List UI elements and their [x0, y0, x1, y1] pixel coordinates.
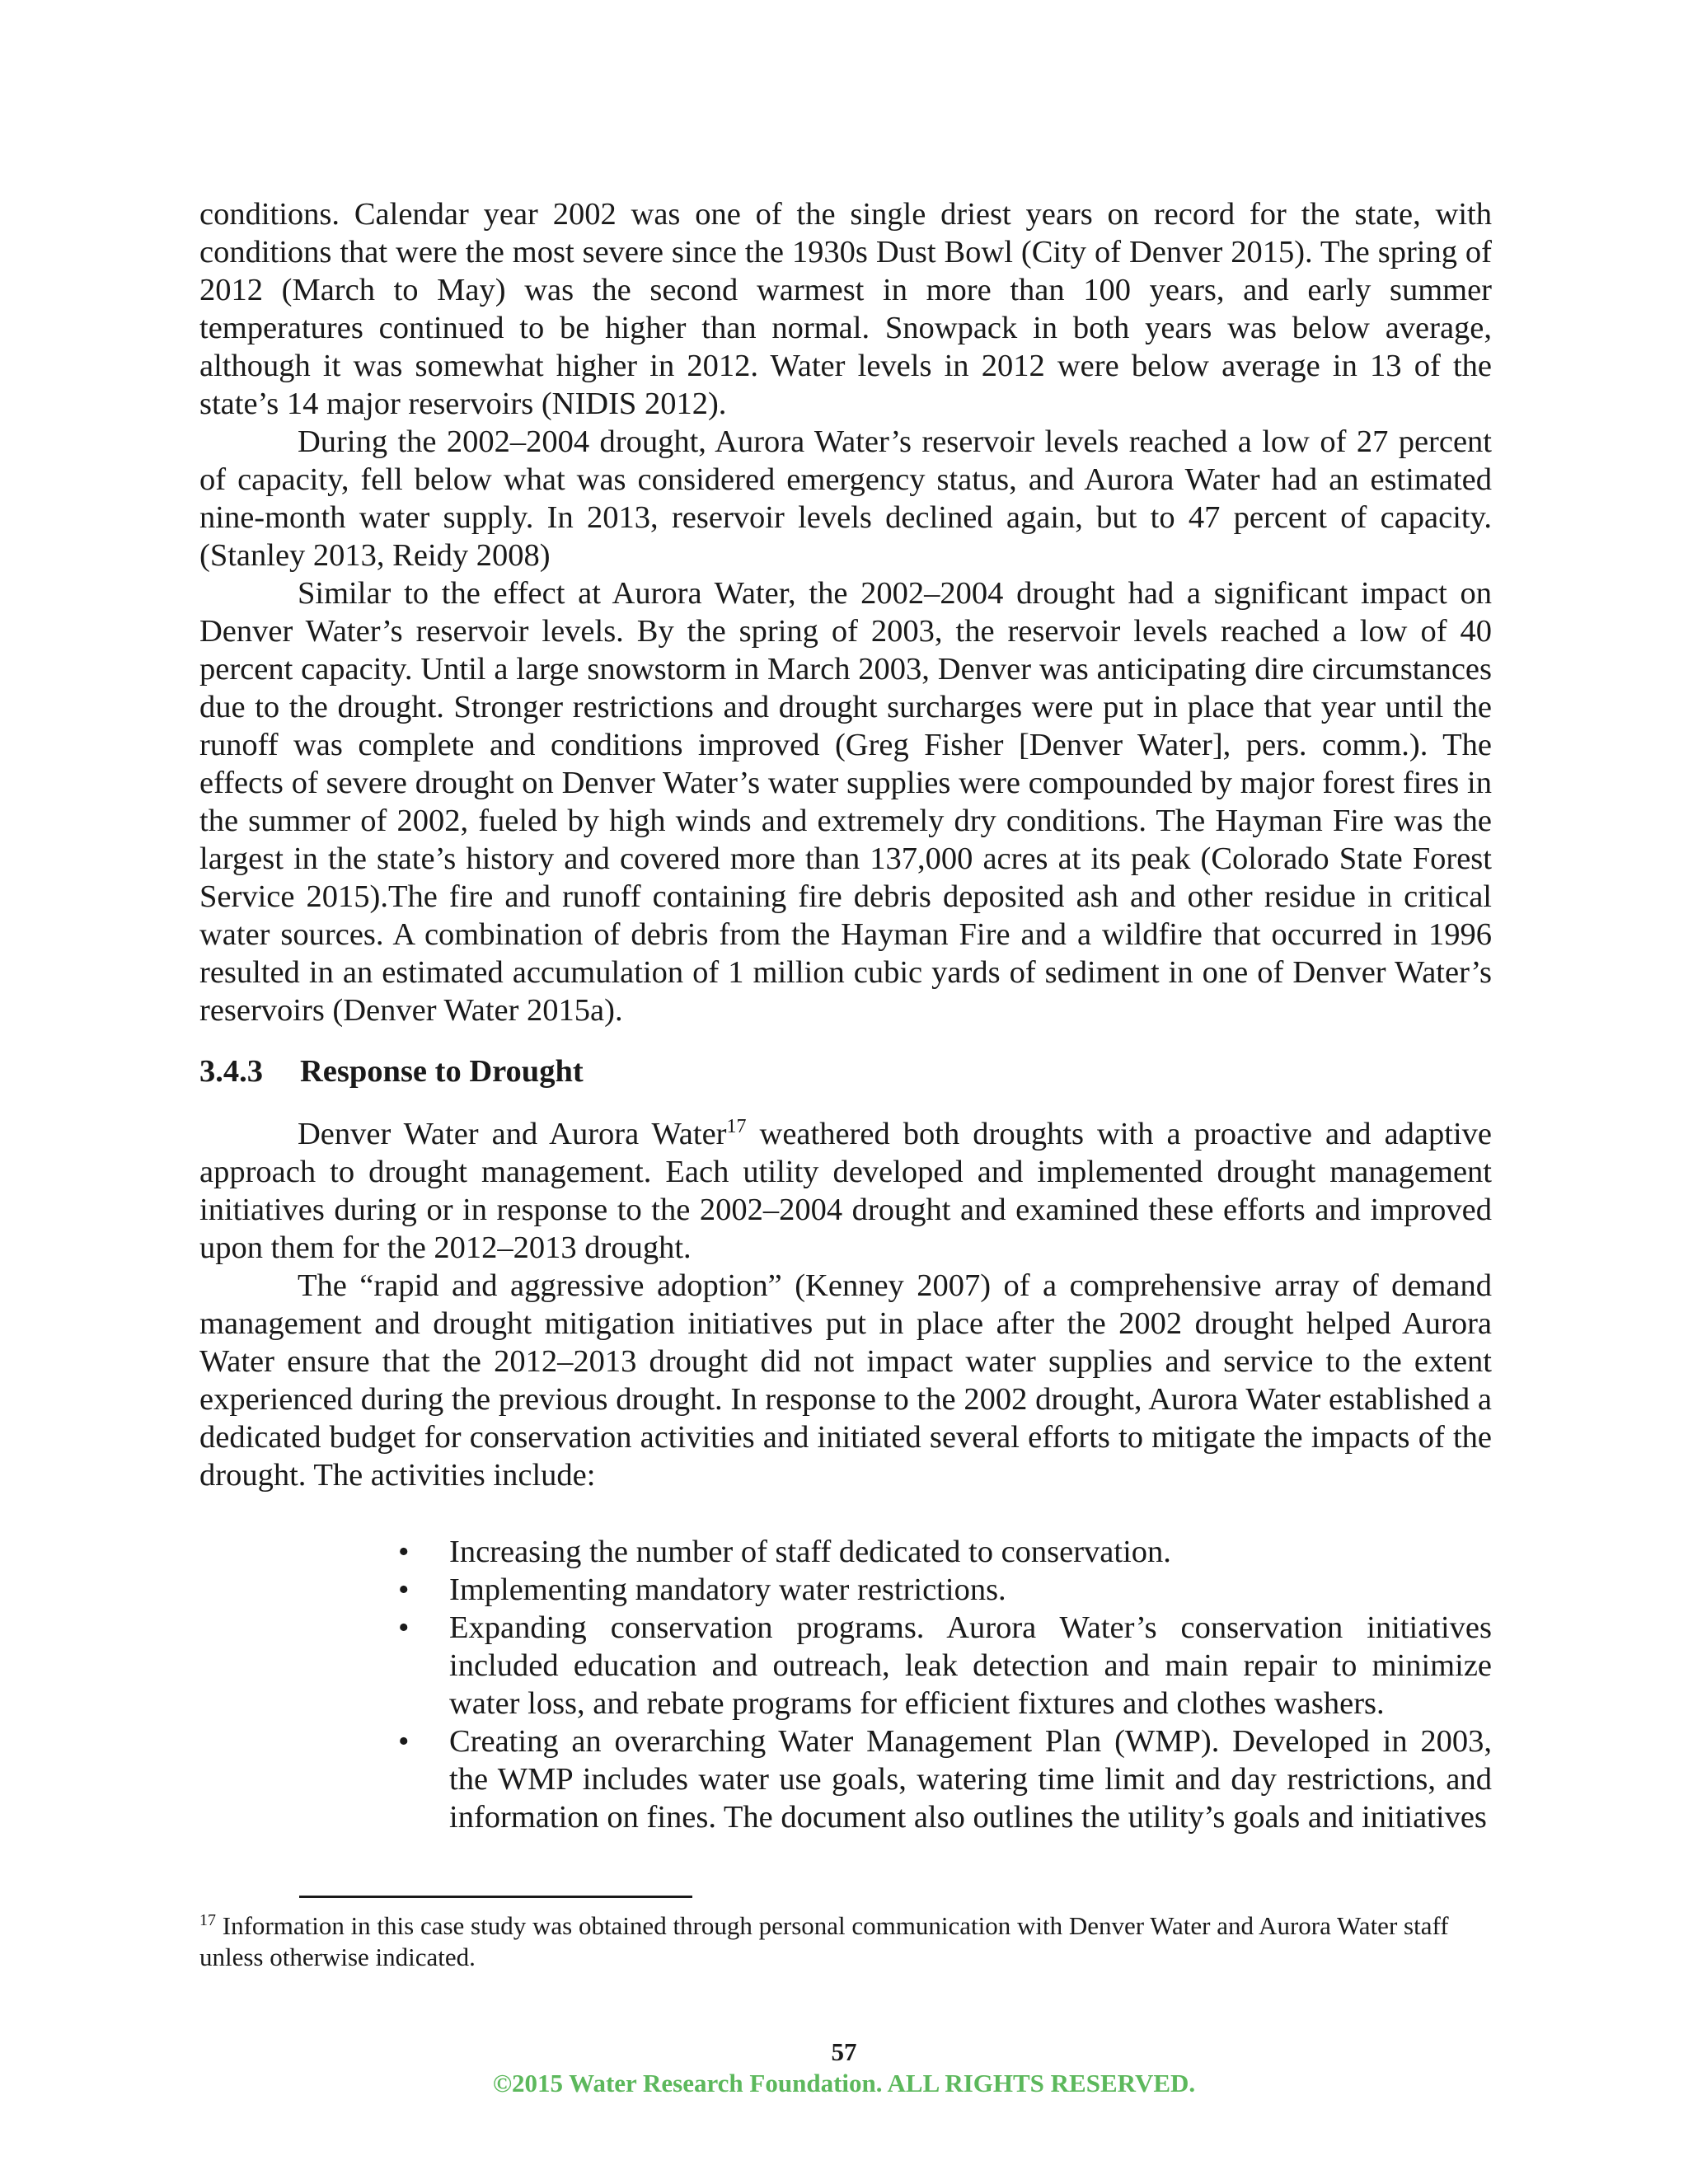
paragraph-response-intro — [199, 1115, 1492, 1267]
footnote-divider — [299, 1896, 692, 1898]
footnote — [199, 1910, 1492, 1973]
list-item — [398, 1571, 1492, 1609]
section-number: 3.4.3 — [199, 1054, 263, 1089]
list-item — [398, 1533, 1492, 1571]
paragraph-drought-conditions: conditions. Calendar year 2002 was one of the single driest years on record for the state, with conditions that were the most severe since the 1930s Dust Bowl (City of Denver 2015). The spring of 2012 (March to May) was the second warmest in more than 100 years, and early summer temperatures continued to be higher than normal. Snowpack in both years was below average, although it was somewhat higher in 2012. Water levels in 2012 were below average in 13 of the state’s 14 major reservoirs (NIDIS 2012). — [199, 197, 1492, 421]
section-title: Response to Drought — [300, 1054, 584, 1089]
list-item-text: Expanding conservation programs. Aurora Water’s conservation initiatives included education and outreach, leak detection and main repair to minimize water loss, and rebate programs for efficient fixtures and clothes washers. — [449, 1610, 1492, 1721]
footnote-text: Information in this case study was obtained through personal communication with Denver Water and Aurora Water staff unless otherwise indicated. — [199, 1911, 1449, 1971]
paragraph-response-intro-rest: weathered both droughts with a proactive and adaptive approach to drought management. Each utility developed and implemented drought management initiatives during or in response to the 2002–2004 drought and examined these efforts and improved upon them for the 2012–2013 drought. — [199, 1117, 1492, 1265]
paragraph-denver-reservoirs: Similar to the effect at Aurora Water, the 2002–2004 drought had a significant impact on Denver Water’s reservoir levels. By the spring of 2003, the reservoir levels reached a low of 40 percent capacity. Until a large snowstorm in March 2003, Denver was anticipating dire circumstances due to the drought. Stronger restrictions and drought surcharges were put in place that year until the runoff was complete and conditions improved (Greg Fisher [Denver Water], pers. comm.). The effects of severe drought on Denver Water’s water supplies were compounded by major forest fires in the summer of 2002, fueled by high winds and extremely dry conditions. The Hayman Fire was the largest in the state’s history and covered more than 137,000 acres at its peak (Colorado State Forest Service 2015).The fire and runoff containing fire debris deposited ash and other residue in critical water sources. A combination of debris from the Hayman Fire and a wildfire that occurred in 1996 resulted in an estimated accumulation of 1 million cubic yards of sediment in one of Denver Water’s reservoirs (Denver Water 2015a). — [199, 576, 1492, 1028]
footnote-reference[interactable]: 17 — [726, 1116, 747, 1137]
list-item — [398, 1609, 1492, 1722]
list-item-text: Implementing mandatory water restrictions. — [449, 1572, 1006, 1607]
paragraph-response-intro-start: Denver Water and Aurora Water — [298, 1117, 727, 1151]
paragraph-aurora-reservoirs: During the 2002–2004 drought, Aurora Water’s reservoir levels reached a low of 27 percent of capacity, fell below what was considered emergency status, and Aurora Water had an estimated nine-month water supply. In 2013, reservoir levels declined again, but to 47 percent of capacity. (Stanley 2013, Reidy 2008) — [199, 424, 1492, 573]
bullet-icon: • — [398, 1572, 410, 1607]
body-text — [199, 195, 1492, 1836]
page-number: 57 — [831, 2037, 857, 2066]
bullet-icon: • — [398, 1724, 410, 1759]
bullet-icon: • — [398, 1610, 410, 1645]
list-item-text: Creating an overarching Water Management Plan (WMP). Developed in 2003, the WMP includes water use goals, watering time limit and day restrictions, and information on fines. The document also outlines the utility’s goals and initiatives — [449, 1724, 1492, 1835]
footnote-number: 17 — [199, 1911, 216, 1929]
list-item-text: Increasing the number of staff dedicated to conservation. — [449, 1535, 1171, 1569]
copyright-notice: ©2015 Water Research Foundation. ALL RIGHTS RESERVED. — [492, 2069, 1196, 2097]
bullet-icon: • — [398, 1535, 410, 1569]
section-heading — [199, 1052, 1492, 1090]
list-spacer — [199, 1494, 1492, 1533]
activities-list — [199, 1533, 1492, 1836]
paragraph-aurora-response: The “rapid and aggressive adoption” (Kenney 2007) of a comprehensive array of demand management and drought mitigation initiatives put in place after the 2002 drought helped Aurora Water ensure that the 2012–2013 drought did not impact water supplies and service to the extent experienced during the previous drought. In response to the 2002 drought, Aurora Water established a dedicated budget for conservation activities and initiated several efforts to mitigate the impacts of the drought. The activities include: — [199, 1268, 1492, 1493]
list-item — [398, 1722, 1492, 1836]
